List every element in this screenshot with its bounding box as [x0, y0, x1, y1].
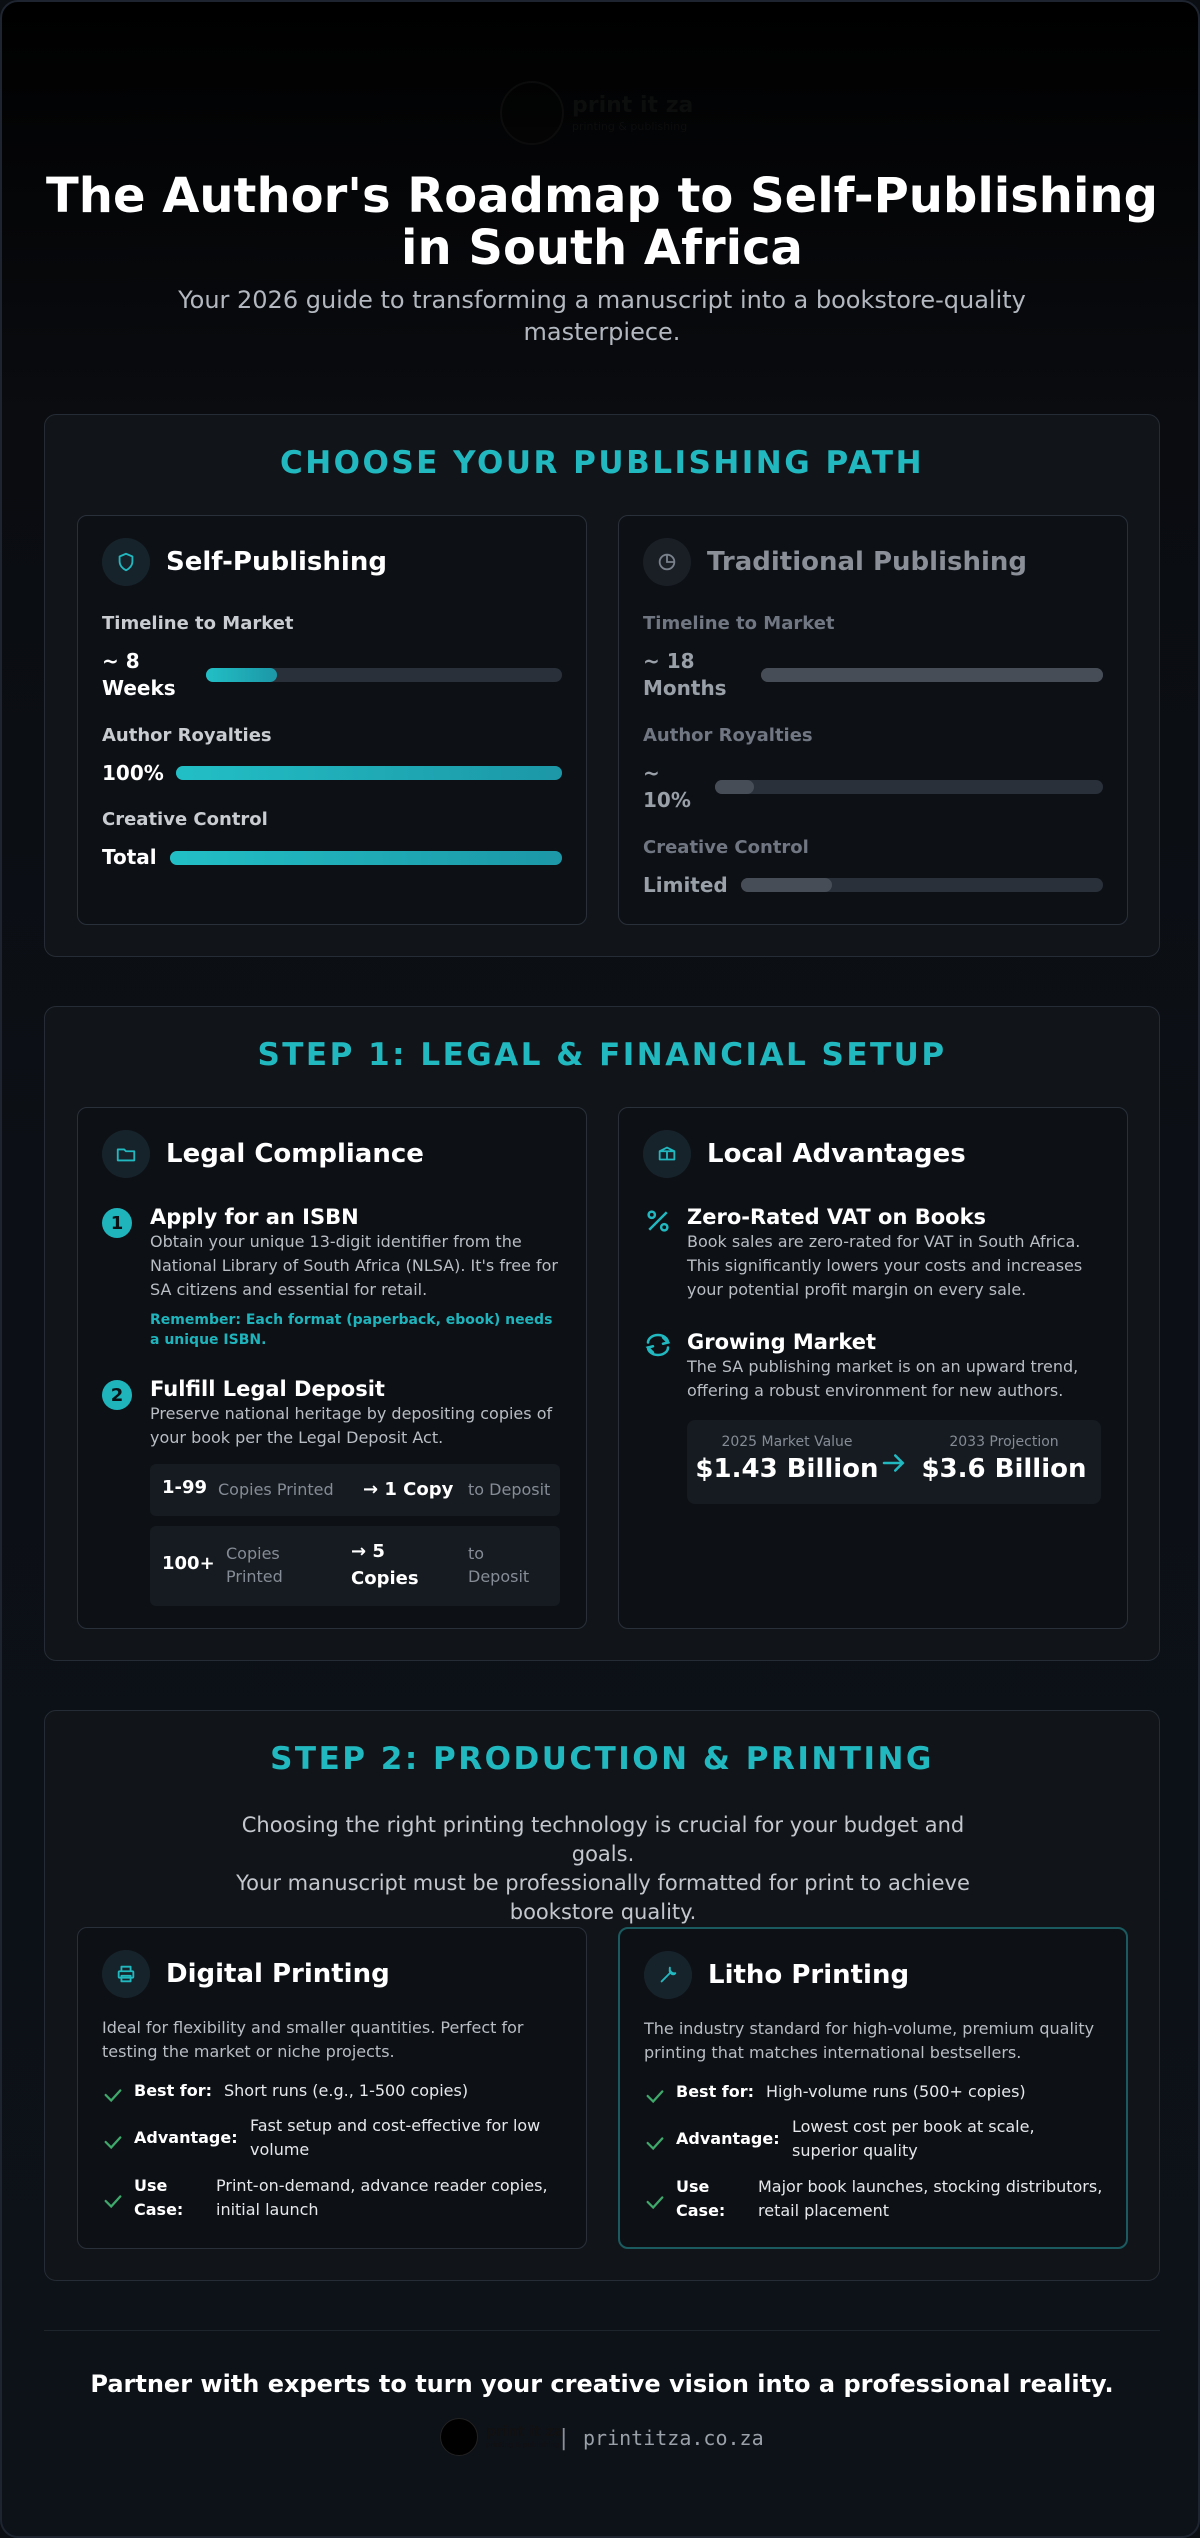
- item-description: Preserve national heritage by depositing copies of your book per the Legal Deposit Act.: [150, 1404, 553, 1447]
- metric-value: ~ 18 Months: [643, 649, 727, 700]
- card-title: Local Advantages: [707, 1139, 966, 1169]
- feature-key: Advantage:: [676, 2129, 780, 2148]
- metric-label: Author Royalties: [643, 725, 813, 746]
- logo-tagline: printing & publishing: [572, 119, 688, 133]
- item-description: Obtain your unique 13-digit identifier from the National Library of South Africa (NLSA). It's free for SA citizens and essential for retail.: [150, 1232, 558, 1299]
- section-title: CHOOSE YOUR PUBLISHING PATH: [279, 445, 925, 481]
- page-title: The Author's Roadmap to Self-Publishing in South Africa: [46, 168, 1158, 276]
- isbn-reminder-note: Remember: Each format (paperback, ebook) needs a unique ISBN.: [150, 1312, 553, 1348]
- self-publishing-card: [77, 515, 587, 925]
- growth-cycle-icon: [643, 1330, 673, 1360]
- traditional-publishing-card: [618, 515, 1128, 925]
- metric-value: ~ 8 Weeks: [102, 649, 176, 700]
- control-bar-fill: [741, 878, 832, 892]
- metric-label: Timeline to Market: [102, 613, 294, 634]
- deposit-copies: → 5 Copies: [351, 1541, 419, 1589]
- shield-icon: [102, 538, 150, 586]
- printer-icon: [102, 1950, 150, 1998]
- market-2025-value: $1.43 Billion: [695, 1454, 879, 1484]
- item-title: Apply for an ISBN: [150, 1205, 359, 1229]
- feature-value: Major book launches, stocking distributors, retail placement: [758, 2177, 1103, 2220]
- deposit-copies: → 1 Copy: [363, 1479, 454, 1500]
- feature-key: Best for:: [134, 2081, 213, 2100]
- box-icon: [643, 1130, 691, 1178]
- timeline-bar-fill: [761, 668, 1103, 682]
- market-2033-value: $3.6 Billion: [921, 1454, 1087, 1484]
- control-bar-fill: [170, 851, 562, 865]
- card-description: Ideal for flexibility and smaller quantities. Perfect for testing the market or niche projects.: [102, 2018, 524, 2061]
- feature-value: Fast setup and cost-effective for low volume: [250, 2116, 541, 2159]
- deposit-rule-row: [150, 1526, 560, 1606]
- feature-key: Use Case:: [134, 2176, 184, 2219]
- metric-value: Total: [102, 845, 157, 869]
- card-title: Self-Publishing: [166, 547, 387, 577]
- metric-value: ~ 10%: [643, 761, 691, 812]
- metric-label: Author Royalties: [102, 725, 272, 746]
- feature-value: Print-on-demand, advance reader copies, initial launch: [216, 2176, 548, 2219]
- metric-value: Limited: [643, 873, 728, 897]
- control-bar: [741, 878, 1103, 892]
- logo-mark-icon: [440, 2418, 478, 2456]
- metric-label: Creative Control: [102, 809, 268, 830]
- deposit-range: 100+: [162, 1553, 215, 1574]
- checkmark-icon: [102, 2131, 124, 2153]
- section-title: STEP 2: PRODUCTION & PRINTING: [270, 1741, 934, 1777]
- feature-key: Best for:: [676, 2082, 755, 2101]
- footer-logo: [440, 2418, 563, 2456]
- legal-compliance-card: [77, 1107, 587, 1629]
- item-description: Book sales are zero-rated for VAT in South Africa. This significantly lowers your costs and increases your potential profit margin on every sale.: [687, 1232, 1083, 1299]
- metric-value: 100%: [102, 761, 164, 785]
- footer-divider: [44, 2330, 1160, 2331]
- feature-key: Use Case:: [676, 2177, 726, 2220]
- deposit-rule-row: [150, 1464, 560, 1516]
- checkmark-icon: [644, 2085, 666, 2107]
- percent-icon: [643, 1206, 673, 1236]
- legal-financial-section: [44, 1006, 1160, 1661]
- feature-value: Lowest cost per book at scale, superior quality: [792, 2117, 1035, 2160]
- item-title: Fulfill Legal Deposit: [150, 1377, 385, 1401]
- deposit-range-label: Copies Printed: [218, 1480, 334, 1499]
- deposit-range-label: Copies Printed: [226, 1544, 283, 1586]
- card-title: Legal Compliance: [166, 1139, 424, 1169]
- deposit-range: 1-99: [162, 1477, 208, 1498]
- logo-mark-icon: [500, 81, 564, 145]
- section-title: STEP 1: LEGAL & FINANCIAL SETUP: [257, 1037, 947, 1073]
- logo-tagline: printing & publishing: [486, 2441, 560, 2449]
- item-description: The SA publishing market is on an upward trend, offering a robust environment for new authors.: [687, 1357, 1079, 1400]
- litho-printing-card: [618, 1927, 1128, 2249]
- feature-value: Short runs (e.g., 1-500 copies): [224, 2081, 469, 2100]
- card-title: Litho Printing: [708, 1960, 910, 1990]
- folder-icon: [102, 1130, 150, 1178]
- royalties-bar: [715, 780, 1103, 794]
- production-printing-section: [44, 1710, 1160, 2281]
- royalties-bar-fill: [715, 780, 754, 794]
- brand-logo: [500, 74, 704, 152]
- feature-key: Advantage:: [134, 2128, 238, 2147]
- item-title: Zero-Rated VAT on Books: [687, 1205, 987, 1229]
- royalties-bar-fill: [176, 766, 562, 780]
- checkmark-icon: [102, 2190, 124, 2212]
- digital-printing-card: [77, 1927, 587, 2249]
- item-title: Growing Market: [687, 1330, 877, 1354]
- footer-separator: |: [560, 2426, 568, 2451]
- timeline-bar: [206, 668, 562, 682]
- metric-label: Timeline to Market: [643, 613, 835, 634]
- pie-chart-icon: [643, 538, 691, 586]
- checkmark-icon: [644, 2191, 666, 2213]
- page-subtitle: Your 2026 guide to transforming a manuscript into a bookstore-quality masterpiece.: [178, 286, 1026, 346]
- checkmark-icon: [644, 2132, 666, 2154]
- website-link[interactable]: printitza.co.za: [583, 2426, 764, 2450]
- step-number-badge: 2: [102, 1380, 132, 1410]
- royalties-bar: [176, 766, 562, 780]
- card-title: Traditional Publishing: [707, 547, 1028, 577]
- wrench-icon: [644, 1951, 692, 1999]
- metric-label: Creative Control: [643, 837, 809, 858]
- market-2033-label: 2033 Projection: [949, 1434, 1059, 1450]
- market-2025-label: 2025 Market Value: [721, 1434, 853, 1450]
- timeline-bar-fill: [206, 668, 277, 682]
- card-title: Digital Printing: [166, 1959, 390, 1989]
- local-advantages-card: [618, 1107, 1128, 1629]
- checkmark-icon: [102, 2084, 124, 2106]
- deposit-destination: to Deposit: [468, 1480, 551, 1499]
- logo-name: print it za: [572, 92, 694, 118]
- logo-name: print it za: [486, 2424, 564, 2440]
- control-bar: [170, 851, 562, 865]
- deposit-destination: to Deposit: [468, 1544, 530, 1586]
- step-number-badge: 1: [102, 1208, 132, 1238]
- feature-value: High-volume runs (500+ copies): [766, 2082, 1026, 2101]
- timeline-bar: [761, 668, 1103, 682]
- footer-tagline: Partner with experts to turn your creative vision into a professional reality.: [90, 2370, 1114, 2398]
- arrow-right-icon: [879, 1448, 909, 1478]
- market-value-panel: [687, 1420, 1101, 1504]
- publishing-path-section: [44, 414, 1160, 957]
- section-intro: Choosing the right printing technology is crucial for your budget and goals. Your manuscript must be professionally formatted for print to achieve bookstore quality.: [236, 1813, 970, 1924]
- card-description: The industry standard for high-volume, premium quality printing that matches international bestsellers.: [644, 2019, 1095, 2062]
